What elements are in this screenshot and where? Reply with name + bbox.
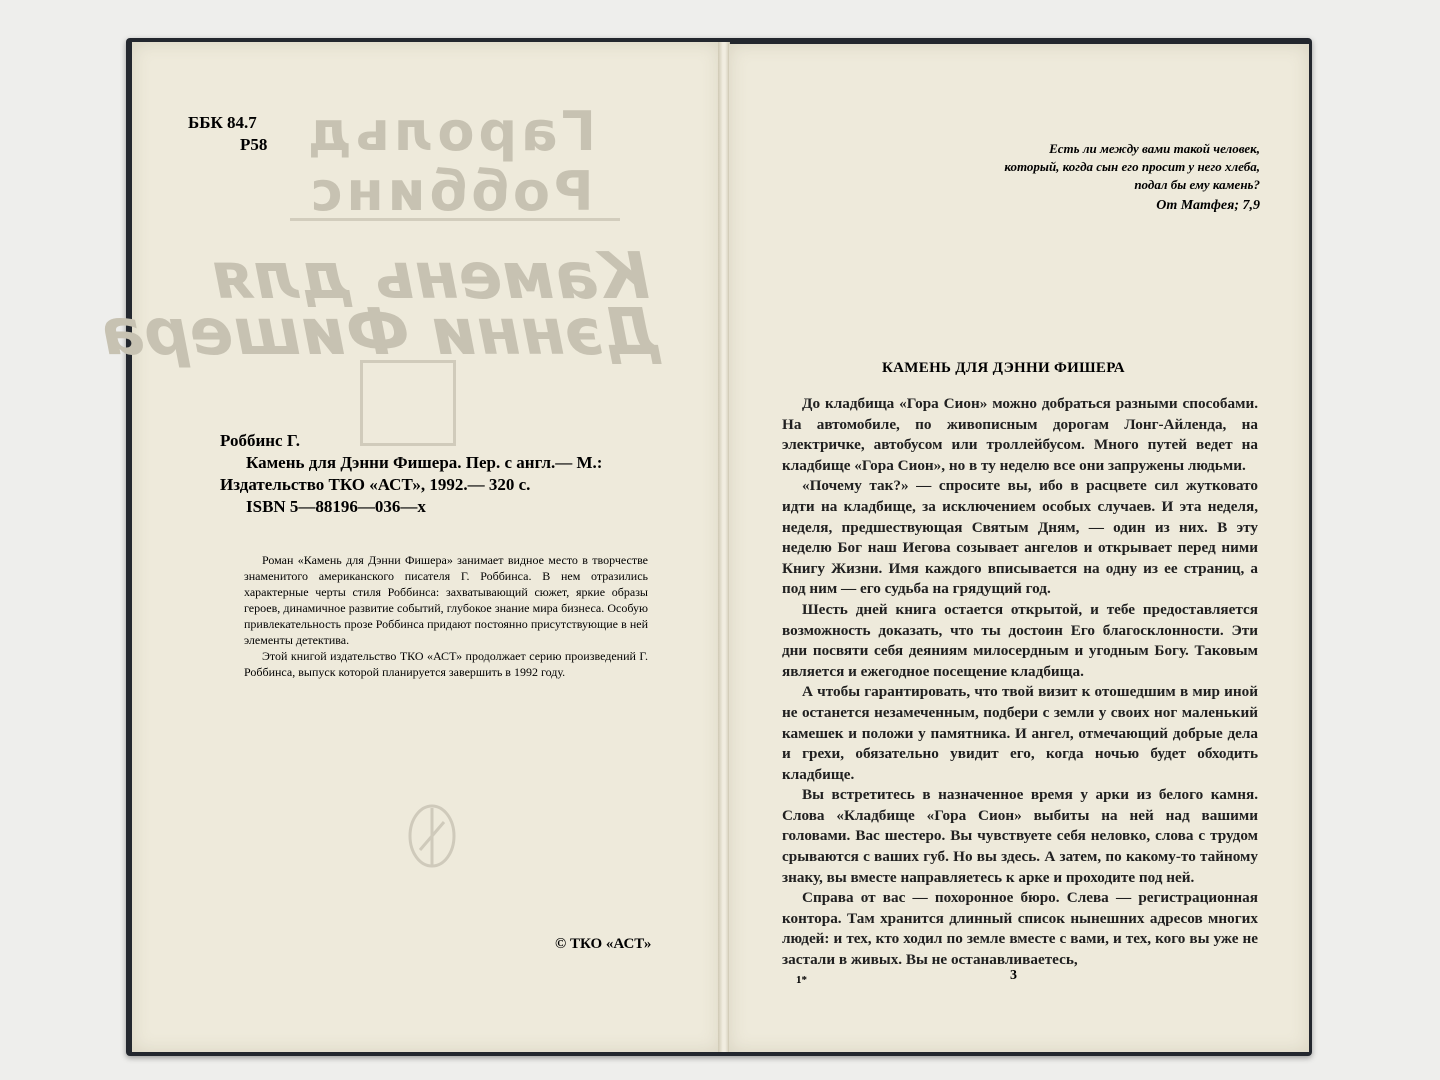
body-paragraph: Справа от вас — похоронное бюро. Слева — регистрационная контора. Там хранится длинный список нынешних адресов многих людей: и тех, кто ходил по земле вместе с вами, и тех, кого вы уже не застали в живых. Вы не останавливаетесь, xyxy=(782,889,1258,969)
abstract-paragraph-2: Этой книгой издательство ТКО «АСТ» продолжает серию произведений Г. Роббинса, выпуск которой планируется завершить в 1992 году. xyxy=(244,649,648,679)
body-paragraph: Шесть дней книга остается открытой, и тебе предоставляется возможность доказать, что ты достоин Его благосклонности. Эти дни посвяти себя деяниям милосердным и угодным Богу. Таковым является и ежегодное посещение кладбища. xyxy=(782,600,1258,680)
chapter-body xyxy=(782,394,1258,971)
signature-mark: 1* xyxy=(796,974,807,986)
page-number: 3 xyxy=(1010,968,1017,983)
body-paragraph: «Почему так?» — спросите вы, ибо в расцвете сил жутковато идти на кладбище, за исключением особых случаев. И эта неделя, неделя, предшествующая Святым Дням, — один из них. В эту неделю Бог наш Иегова созывает ангелов и открывает перед ними Книгу Жизни. Имя каждого вписывается на одну из ее страниц, а под ним — его судьба на грядущий год. xyxy=(782,477,1258,598)
show-through-title-line1: Камень для xyxy=(212,240,650,314)
publisher-logo-icon xyxy=(400,800,464,872)
epigraph-source: От Матфея; 7,9 xyxy=(1156,198,1260,213)
bib-line-2: Издательство ТКО «АСТ», 1992.— 320 с. xyxy=(220,475,531,494)
show-through-title-line2: Дэнни Фишера xyxy=(100,296,660,370)
bib-author: Роббинс Г. xyxy=(220,431,300,450)
bbk-classification xyxy=(188,112,267,156)
bbk-code-2: Р58 xyxy=(240,135,268,154)
bib-isbn: ISBN 5—88196—036—x xyxy=(246,497,426,516)
book-abstract xyxy=(244,552,648,680)
epigraph xyxy=(1000,140,1260,215)
abstract-paragraph-1: Роман «Камень для Дэнни Фишера» занимает видное место в творчестве знаменитого американского писателя Г. Роббинса. В нем отразились характерные черты стиля Роббинса: захватывающий сюжет, яркие образы героев, динамичное развитие событий, глубокое знание мира бизнеса. Особую привлекательность прозе Роббинса придают постоянно присутствующие в ней элементы детектива. xyxy=(244,553,648,647)
bbk-code: ББК 84.7 xyxy=(188,113,257,132)
epigraph-text: Есть ли между вами такой человек, который, когда сын его просит у него хлеба, подал бы ему камень? xyxy=(1004,141,1260,192)
body-paragraph: До кладбища «Гора Сион» можно добраться разными способами. На автомобиле, по живописным дорогам Лонг-Айленда, на электричке, автобусом или троллейбусом. Много путей ведет на кладбище «Гора Сион», но в ту неделю все они запружены людьми. xyxy=(782,395,1258,474)
copyright-notice: © ТКО «АСТ» xyxy=(555,936,652,952)
body-paragraph: Вы встретитесь в назначенное время у арки из белого камня. Слова «Кладбище «Гора Сион» выбиты на ней над вашими головами. Вас шестеро. Вы чувствуете себя неловко, слова с трудом срываются с ваших губ. Но вы здесь. А затем, по какому-то тайному знаку, вы вместе направляетесь к арке и проходите под ней. xyxy=(782,786,1258,886)
bibliographic-record xyxy=(220,430,602,518)
chapter-title: КАМЕНЬ ДЛЯ ДЭННИ ФИШЕРА xyxy=(882,360,1125,376)
body-paragraph: А чтобы гарантировать, что твой визит к отошедшим в мир иной не останется незамеченным, подбери с земли у своих ног маленький камешек и положи у памятника. И ангел, отмечающий добрые дела и грехи, обязательно увидит его, когда ночью будет обходить кладбище. xyxy=(782,683,1258,783)
show-through-author-line2: Роббинс xyxy=(306,160,594,223)
bib-line-1: Камень для Дэнни Фишера. Пер. с англ.— М.: xyxy=(246,453,603,472)
show-through-author-line1: Гарольд xyxy=(304,100,596,163)
